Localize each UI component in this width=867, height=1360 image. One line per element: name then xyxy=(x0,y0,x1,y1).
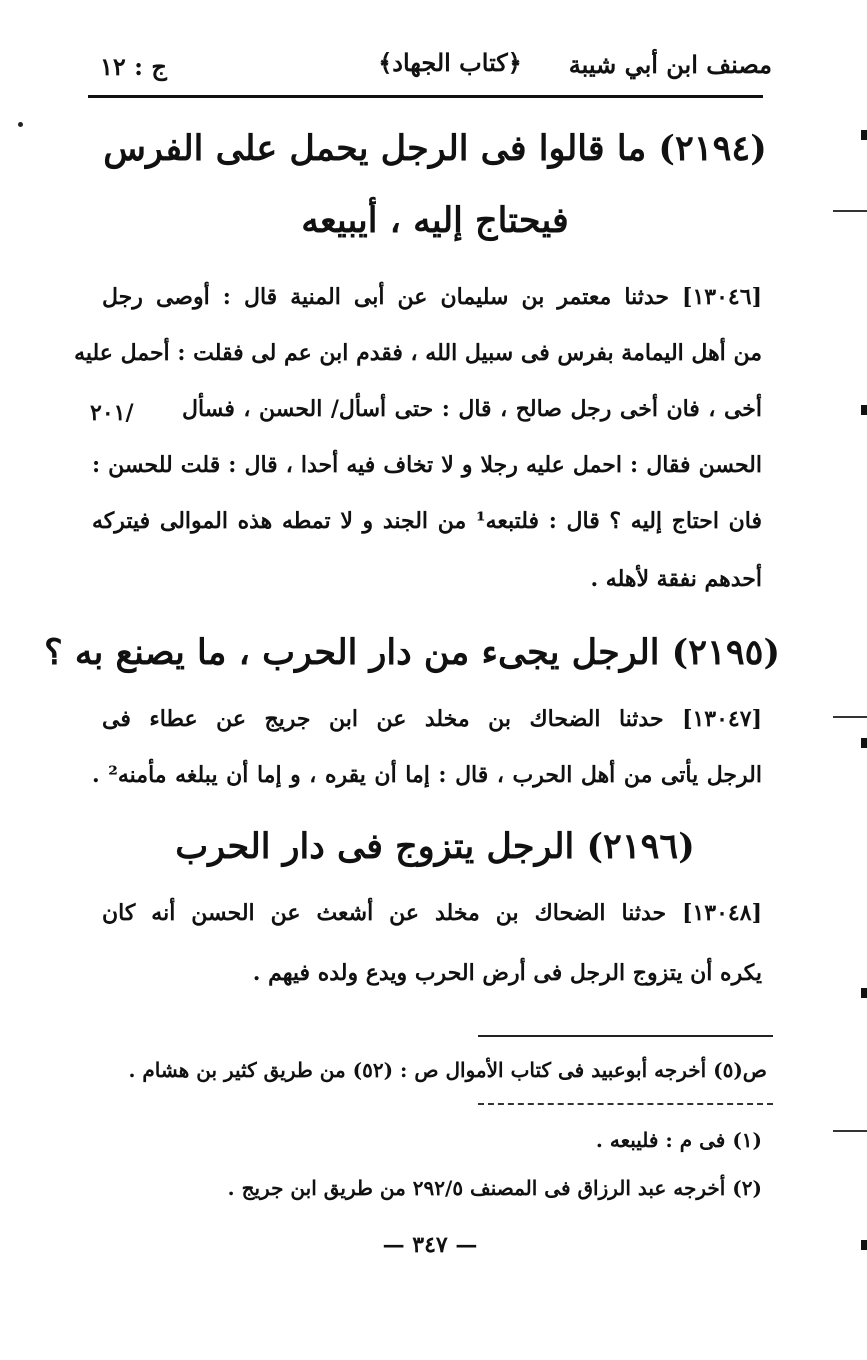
scan-edge-tick xyxy=(833,716,867,718)
scan-edge-mark xyxy=(861,130,867,140)
body-line: [١٣٠٤٧] حدثنا الضحاك بن مخلد عن ابن جريج عن عطاء فى xyxy=(102,706,762,732)
header-chapter-name: ﴿كتاب الجهاد﴾ xyxy=(378,48,522,77)
scan-edge-tick xyxy=(833,210,867,212)
body-line: من أهل اليمامة بفرس فى سبيل الله ، فقدم ابن عم لى فقلت : أحمل عليه xyxy=(74,340,762,366)
body-line: يكره أن يتزوج الرجل فى أرض الحرب ويدع ولده فيهم . xyxy=(252,960,762,986)
footnote-dashed-separator xyxy=(478,1103,773,1105)
section-heading-continued: فيحتاج إليه ، أيبيعه xyxy=(301,200,569,241)
scan-edge-mark xyxy=(861,738,867,748)
footnote: (١) فى م : فليبعه . xyxy=(595,1128,762,1152)
section-heading: (٢١٩٥) الرجل يجىء من دار الحرب ، ما يصنع به ؟ xyxy=(44,632,780,673)
margin-page-marker: ٢٠١/ xyxy=(90,400,134,426)
footnote-separator xyxy=(478,1035,773,1037)
section-heading: (٢١٩٤) ما قالوا فى الرجل يحمل على الفرس xyxy=(103,128,767,169)
body-line: الرجل يأتى من أهل الحرب ، قال : إما أن يقره ، و إما أن يبلغه مأمنه² . xyxy=(92,762,762,788)
scan-edge-mark xyxy=(861,988,867,998)
body-line: أخى ، فان أخى رجل صالح ، قال : حتى أسأل/ الحسن ، فسأل xyxy=(182,396,762,422)
body-line: [١٣٠٤٨] حدثنا الضحاك بن مخلد عن أشعث عن الحسن أنه كان xyxy=(102,900,762,926)
header-book-title: مصنف ابن أبي شيبة xyxy=(568,50,772,79)
scan-edge-mark xyxy=(861,405,867,415)
page-number: — ٣٤٧ — xyxy=(382,1232,478,1258)
scan-edge-tick xyxy=(833,1130,867,1132)
footnote: (٢) أخرجه عبد الرزاق فى المصنف ٢٩٢/٥ من طريق ابن جريج . xyxy=(227,1176,762,1200)
section-heading: (٢١٩٦) الرجل يتزوج فى دار الحرب xyxy=(175,826,695,867)
body-line: فان احتاج إليه ؟ قال : فلتبعه¹ من الجند و لا تمطه هذه الموالى فيتركه xyxy=(92,508,763,534)
source-footnote: ص(٥) أخرجه أبوعبيد فى كتاب الأموال ص : (٥٢) من طريق كثير بن هشام . xyxy=(128,1058,767,1082)
header-rule xyxy=(88,95,763,98)
body-line: أحدهم نفقة لأهله . xyxy=(590,566,762,592)
header-volume: ج : ١٢ xyxy=(100,52,167,81)
scan-speck xyxy=(18,122,23,127)
body-line: [١٣٠٤٦] حدثنا معتمر بن سليمان عن أبى المنية قال : أوصى رجل xyxy=(102,284,762,310)
scan-edge-mark xyxy=(861,1240,867,1250)
body-line: الحسن فقال : احمل عليه رجلا و لا تخاف فيه أحدا ، قال : قلت للحسن : xyxy=(92,452,762,478)
